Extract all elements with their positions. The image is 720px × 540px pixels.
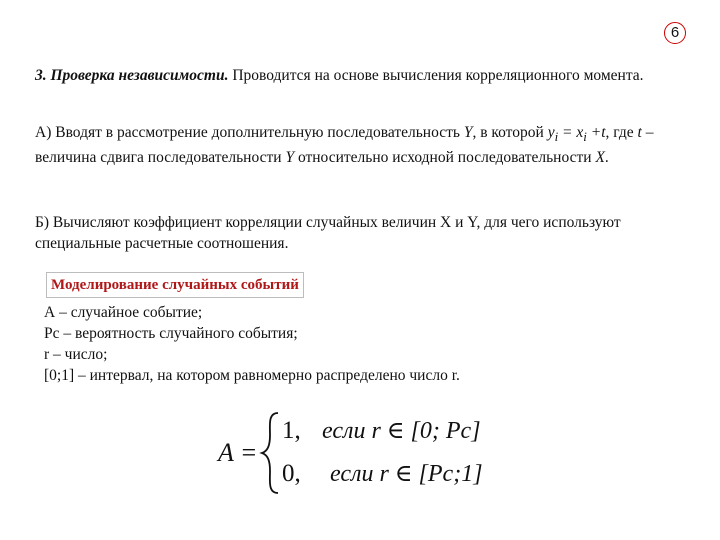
point-a-formula — [547, 124, 606, 145]
point-a-var-y: Y — [463, 124, 473, 141]
definition-line: r – число; — [44, 346, 108, 363]
piecewise-formula — [210, 405, 530, 500]
point-a-text-1: А) Вводят в рассмотрение дополнительную последовательность — [35, 124, 464, 141]
point-a-text-2: , в которой — [472, 124, 548, 141]
formula-plus-t: +t — [586, 124, 606, 141]
point-a-text-5: относительно исходной последовательности — [294, 149, 596, 167]
case-1-value: 1, — [282, 417, 301, 444]
definition-line: Pc – вероятность случайного события; — [44, 325, 298, 342]
point-a-text-3: , где — [605, 124, 638, 141]
formula-sub-i-2: i — [583, 129, 587, 145]
point-a-text-4: – величина сдвига последовательности — [35, 124, 654, 167]
intro-heading: 3. Проверка независимости. — [35, 67, 229, 84]
definitions-list — [44, 302, 460, 386]
definition-line: А – случайное событие; — [44, 304, 203, 321]
case-2-condition: если r ∈ [Pc;1] — [330, 461, 483, 487]
formula-eq-x: = x — [558, 124, 584, 141]
point-b-paragraph: Б) Вычисляют коэффициент корреляции случайных величин X и Y, для чего используют специальные расчетные соотношения. — [35, 214, 621, 252]
case-1-condition: если r ∈ [0; Pc] — [322, 418, 481, 444]
definition-line: [0;1] – интервал, на котором равномерно распределено число r. — [44, 367, 460, 384]
point-a-paragraph — [35, 122, 695, 168]
formula-y: y — [547, 124, 555, 141]
intro-text: Проводится на основе вычисления корреляционного момента. — [228, 67, 644, 84]
slide-number: 6 — [664, 22, 686, 44]
point-a-var-x: X — [595, 149, 605, 167]
point-a-var-y2: Y — [285, 149, 295, 167]
formula-sub-i: i — [554, 129, 559, 145]
section-title: Моделирование случайных событий — [46, 272, 304, 298]
intro-paragraph — [35, 65, 695, 86]
formula-lhs: A = — [218, 438, 258, 467]
point-a-text-6: . — [604, 149, 609, 167]
point-a-var-t: t — [637, 124, 642, 141]
case-2-value: 0, — [282, 460, 301, 487]
left-brace — [262, 413, 278, 493]
